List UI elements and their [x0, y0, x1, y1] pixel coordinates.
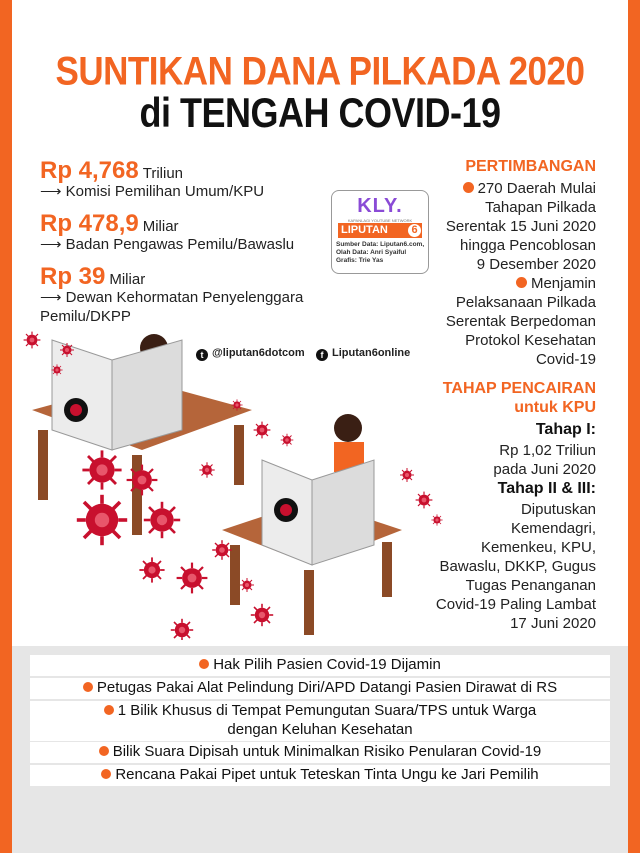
- voting-booth-illustration: [12, 320, 452, 640]
- fund-dkpp-unit: Miliar: [109, 271, 146, 288]
- source-data: Sumber Data: Liputan6.com,: [336, 241, 425, 248]
- kly-logo-text: KLY.: [357, 195, 403, 217]
- bullet-icon: [83, 682, 93, 692]
- title-line1: SUNTIKAN DANA PILKADA 2020: [55, 49, 585, 94]
- tahap-title-1: TAHAP PENCAIRAN: [442, 380, 596, 397]
- voting-booth-2: [222, 414, 402, 635]
- bullet-icon: [463, 182, 474, 193]
- bullet-icon: [199, 659, 209, 669]
- fund-bawaslu-recipient: ⟶ Badan Pengawas Pemilu/Bawaslu: [40, 236, 295, 253]
- tahap1-title: Tahap I:: [535, 421, 596, 438]
- bottom-point-1: Hak Pilih Pasien Covid-19 Dijamin: [30, 655, 610, 676]
- kly-logo-subtext: KAPANLAGI YOUTUBE NETWORK: [347, 218, 413, 223]
- pertimbangan-title: PERTIMBANGAN: [465, 158, 596, 175]
- bottom-point-3: 1 Bilik Khusus di Tempat Pemungutan Suara/TPS untuk Warga dengan Keluhan Kesehatan: [30, 701, 610, 741]
- fund-kpu-recipient: ⟶ Komisi Pemilihan Umum/KPU: [40, 183, 265, 200]
- fund-dkpp-recipient-2: Pemilu/DKPP: [40, 308, 131, 325]
- tahap-title-2: untuk KPU: [514, 399, 596, 416]
- fund-kpu-amount: Rp 4,768 Triliun: [40, 157, 184, 184]
- pertimbangan-point2: Menjamin Pelaksanaan Pilkada Serentak Berpedoman Protokol Kesehatan Covid-19: [445, 275, 596, 368]
- bottom-point-4: Bilik Suara Dipisah untuk Minimalkan Risiko Penularan Covid-19: [30, 742, 610, 763]
- fund-kpu-unit: Triliun: [142, 165, 184, 182]
- fund-bawaslu-amount: Rp 478,9 Miliar: [40, 210, 179, 237]
- voting-booth-1: [32, 334, 252, 535]
- kly-liputan6-logo: [331, 190, 429, 274]
- facebook-icon: f: [316, 349, 328, 361]
- pertimbangan-point1: 270 Daerah Mulai Tahapan Pilkada Serentak 15 Juni 2020 hingga Pencoblosan 9 Desember 2020: [445, 180, 596, 273]
- bullet-icon: [101, 769, 111, 779]
- bottom-point-2: Petugas Pakai Alat Pelindung Diri/APD Datangi Pasien Dirawat di RS: [30, 678, 610, 699]
- twitter-handle[interactable]: t @liputan6dotcom: [196, 347, 305, 361]
- liputan6-logo: LIPUTAN 6: [338, 223, 422, 238]
- bullet-icon: [516, 277, 527, 288]
- liputan6-number: 6: [408, 224, 421, 237]
- fund-dkpp-amount: Rp 39 Miliar: [40, 263, 146, 290]
- title-line2: di TENGAH COVID-19: [139, 88, 501, 136]
- bullet-icon: [99, 746, 109, 756]
- graphics-by: Grafis: Trie Yas: [336, 257, 384, 264]
- fund-dkpp-recipient-1: ⟶ Dewan Kehormatan Penyelenggara: [40, 289, 304, 306]
- tahap1-text: Rp 1,02 Triliun pada Juni 2020: [493, 442, 596, 478]
- facebook-handle[interactable]: f Liputan6online: [316, 347, 410, 361]
- bullet-icon: [104, 705, 114, 715]
- tahap2-title: Tahap II & III:: [497, 480, 596, 497]
- twitter-icon: t: [196, 349, 208, 361]
- fund-bawaslu-unit: Miliar: [142, 218, 179, 235]
- tahap2-text: Diputuskan Kemendagri, Kemenkeu, KPU, Bawaslu, DKKP, Gugus Tugas Penanganan Covid-19 Paling Lambat 17 Juni 2020: [435, 501, 596, 632]
- processed-by: Olah Data: Anri Syaiful: [336, 249, 407, 256]
- bottom-point-5: Rencana Pakai Pipet untuk Teteskan Tinta Ungu ke Jari Pemilih: [30, 765, 610, 786]
